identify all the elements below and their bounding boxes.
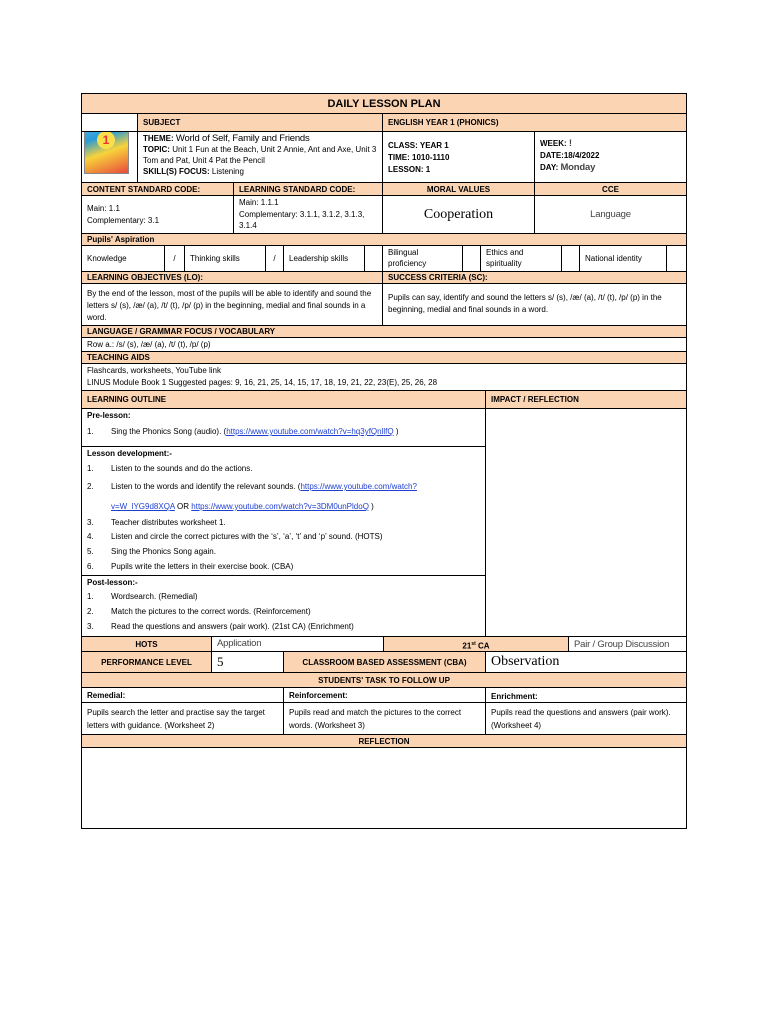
success-criteria-text: Pupils can say, identify and sound the letters s/ (s), /æ/ (a), /t/ (t), /p/ (p) in the beginning, medial and final sounds in a word. [388,293,662,314]
dev-item-4-text: Listen and circle the correct pictures with the ‘s’, ‘a’, ‘t’ and ‘p’ sound. (HOTS) [111,532,383,541]
week-value: ! [568,138,572,149]
class-label: CLASS: [388,141,418,150]
pre-lesson-close: ) [393,427,399,436]
teaching-aids-line-1: Flashcards, worksheets, YouTube link [87,366,221,375]
date-value: 18/4/2022 [563,151,600,160]
lo-sc-row [81,284,687,326]
lesson-plan-table [81,93,687,829]
dev-item-2-link-1b[interactable]: v=W_lYG9d8XQA [111,502,175,511]
post-lesson-section [82,576,485,634]
pre-lesson-item-text: Sing the Phonics Song (audio). ( [111,427,227,436]
language-focus-value: Row a.: /s/ (s), /æ/ (a), /t/ (t), /p/ (p) [87,340,211,349]
dev-item-2-link-1a[interactable]: https://www.youtube.com/watch? [300,482,417,491]
date-label: DATE: [540,151,564,160]
dev-item-6-text: Pupils write the letters in their exercise book. (CBA) [111,562,294,571]
time-value: 1010-1110 [412,153,450,162]
enrichment-label: Enrichment: [491,692,538,701]
moral-values-value: Cooperation [383,196,535,233]
aspiration-thinking: Thinking skills [185,246,266,271]
book-cover-cell [82,132,138,182]
aspiration-leadership: Leadership skills [284,246,365,271]
book-cover-image: 1 [84,132,129,174]
dev-item-5-number: 5. [87,547,94,556]
week-label: WEEK: [540,139,567,148]
learning-standard-main: Main: 1.1.1 [239,198,279,207]
aspiration-ethics: Ethics and spirituality [481,246,562,271]
learning-outline-body [82,409,486,636]
teaching-aids-line-2: LINUS Module Book 1 Suggested pages: 9, 16, 21, 25, 14, 15, 17, 18, 19, 21, 22, 23(E), 25, 26, 28 [87,378,438,387]
dev-item-5 [87,546,480,558]
lesson-development-label: Lesson development:- [87,449,172,458]
class-value: YEAR 1 [419,141,449,150]
outline-header-row [81,391,687,409]
pre-lesson-item-number: 1. [87,427,94,436]
ca-label [384,637,569,651]
reinforcement-text: Pupils read and match the pictures to the correct words. (Worksheet 3) [284,703,486,734]
aspiration-header-row [81,234,687,246]
content-standard-main: Main: 1.1 [87,204,120,213]
post-item-1 [87,591,480,603]
performance-row [81,652,687,673]
hots-label: HOTS [82,637,212,651]
reflection-label: REFLECTION [358,737,410,746]
teaching-aids-value [82,364,686,390]
reflection-row [81,748,687,829]
aspiration-national: National identity [580,246,667,271]
time-label: TIME: [388,153,410,162]
topic-value: Unit 1 Fun at the Beach, Unit 2 Annie, Ant and Axe, Unit 3 Tom and Pat, Unit 4 Pat the Pencil [143,145,377,165]
teaching-aids-label: TEACHING AIDS [87,353,150,362]
aspiration-bilingual-mark [463,246,481,271]
dev-item-2-link-2[interactable]: https://www.youtube.com/watch?v=3DM0unPldoQ [191,502,369,511]
aspiration-national-mark [667,246,686,271]
remedial-text: Pupils search the letter and practise say the target letters with guidance. (Worksheet 2) [82,703,284,734]
theme-cell [138,132,383,182]
reflection-header-row [81,735,687,748]
pre-lesson-section [82,409,485,447]
content-standard-label: CONTENT STANDARD CODE: [82,183,234,195]
task-text-row [81,703,687,735]
dev-item-2-number: 2. [87,482,94,491]
outline-body-row [81,409,687,637]
title-row [81,93,687,114]
dev-item-4 [87,531,480,543]
pre-lesson-label: Pre-lesson: [87,411,131,420]
learning-standard-label: LEARNING STANDARD CODE: [234,183,383,195]
dev-item-6 [87,561,480,573]
content-standard-values [82,196,234,233]
hots-value: Application [212,637,384,651]
task-header-row [81,673,687,688]
standards-values-row [81,196,687,234]
page-title: DAILY LESSON PLAN [327,98,441,110]
skill-value: Listening [211,167,244,176]
ca-label-number: 21 [462,641,472,651]
cce-value: Language [590,209,631,220]
dev-item-1-text: Listen to the sounds and do the actions. [111,464,253,473]
aspiration-leadership-mark [365,246,383,271]
topic-label: TOPIC: [143,145,170,154]
task-labels-row [81,688,687,703]
dev-item-2 [87,477,480,517]
week-cell [535,132,686,182]
dev-item-3-number: 3. [87,518,94,527]
performance-level-label: PERFORMANCE LEVEL [82,652,212,672]
aspiration-knowledge: Knowledge [82,246,165,271]
aspiration-ethics-mark [562,246,580,271]
dev-item-6-number: 6. [87,562,94,571]
performance-level-value: 5 [212,652,284,672]
subject-label: SUBJECT [138,114,383,131]
learning-objectives-text: By the end of the lesson, most of the pupils will be able to identify and sound the letters s/ (s), /æ/ (a), /t/ (t), /p/ (p) in the beginning, medial and final sounds in a word. [82,284,383,325]
lesson-label: LESSON: [388,165,424,174]
cover-spacer [82,114,138,131]
post-item-3-text: Read the questions and answers (pair work). (21st CA) (Enrichment) [111,622,354,631]
theme-label: THEME: [143,134,174,143]
remedial-label: Remedial: [82,688,284,702]
aids-row [81,364,687,391]
students-task-label: STUDENTS' TASK TO FOLLOW UP [318,676,450,685]
post-item-2-text: Match the pictures to the correct words. (Reinforcement) [111,607,311,616]
day-label: DAY: [540,163,559,172]
post-item-2 [87,606,480,618]
day-value: Monday [560,162,596,173]
dev-item-1 [87,463,480,475]
aspiration-bilingual: Bilingual proficiency [383,246,463,271]
aspiration-row [81,246,687,272]
dev-item-2-text: Listen to the words and identify the relevant sounds. ( [111,482,301,491]
dev-item-2-or: OR [174,502,192,511]
class-cell [383,132,535,182]
post-item-3-number: 3. [87,622,94,631]
dev-item-2-close: ) [368,502,374,511]
theme-row [81,132,687,183]
dev-item-1-number: 1. [87,464,94,473]
ca-value: Pair / Group Discussion [574,639,670,650]
cce-label: CCE [602,185,619,194]
post-item-1-text: Wordsearch. (Remedial) [111,592,198,601]
aspiration-knowledge-mark: / [165,246,185,271]
subject-value: ENGLISH YEAR 1 (PHONICS) [383,114,686,131]
pre-lesson-link[interactable]: https://www.youtube.com/watch?v=hq3yfQnllfQ [226,427,394,436]
reflection-area[interactable] [82,748,686,828]
lesson-development-section [82,447,485,576]
language-header-row [81,326,687,338]
aspiration-thinking-mark: / [266,246,284,271]
learning-outline-label: LEARNING OUTLINE [82,391,486,408]
language-row [81,338,687,352]
learning-objectives-label: LEARNING OBJECTIVES (LO): [82,272,383,283]
dev-item-4-number: 4. [87,532,94,541]
subject-row [81,114,687,132]
lesson-value: 1 [425,165,431,174]
success-criteria-label: SUCCESS CRITERIA (SC): [388,273,488,282]
ca-label-text: CA [475,641,490,651]
moral-values-label: MORAL VALUES [383,183,535,195]
lo-sc-header-row [81,272,687,284]
language-focus-label: LANGUAGE / GRAMMAR FOCUS / VOCABULARY [87,327,276,336]
dev-item-3-text: Teacher distributes worksheet 1. [111,518,226,527]
standards-header-row [81,183,687,196]
cba-label: CLASSROOM BASED ASSESSMENT (CBA) [284,652,486,672]
ca-label-sup: st [471,641,476,647]
hots-row [81,637,687,652]
cba-value: Observation [491,654,560,669]
reinforcement-label: Reinforcement: [284,688,486,702]
impact-reflection-label: IMPACT / REFLECTION [491,395,579,404]
impact-reflection-area[interactable] [486,409,686,636]
learning-standard-complementary: Complementary: 3.1.1, 3.1.2, 3.1.3, 3.1.4 [239,209,365,230]
dev-item-5-text: Sing the Phonics Song again. [111,547,216,556]
learning-standard-values [234,196,383,233]
content-standard-complementary: Complementary: 3.1 [87,216,160,225]
dev-item-3 [87,517,480,529]
post-lesson-label: Post-lesson:- [87,578,138,587]
pre-lesson-item [87,426,480,438]
theme-value: World of Self, Family and Friends [175,133,310,144]
enrichment-text: Pupils read the questions and answers (pair work). (Worksheet 4) [491,708,671,730]
aids-header-row [81,352,687,364]
aspiration-label: Pupils' Aspiration [87,235,155,244]
post-item-2-number: 2. [87,607,94,616]
skill-label: SKILL(S) FOCUS: [143,167,210,176]
post-item-3 [87,621,480,633]
post-item-1-number: 1. [87,592,94,601]
